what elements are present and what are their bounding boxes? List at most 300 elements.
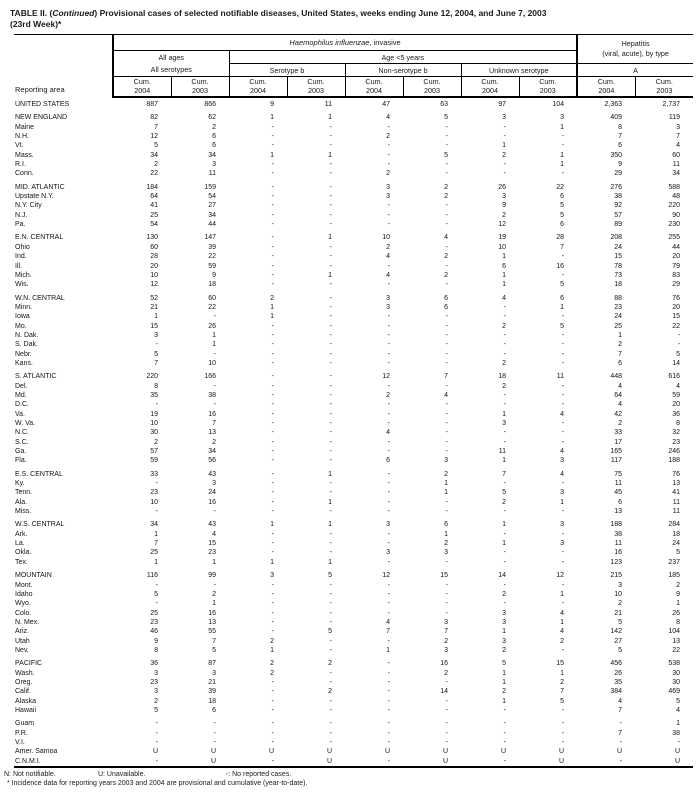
table-row — [14, 757, 693, 767]
cell: - — [503, 391, 506, 399]
cell: 1 — [328, 114, 332, 122]
cell: - — [561, 271, 565, 279]
cell: - — [329, 243, 332, 251]
cell: - — [445, 739, 448, 746]
table-row — [14, 262, 693, 271]
cell: 24 — [208, 489, 216, 497]
table-row — [14, 581, 693, 590]
cell: 1 — [560, 590, 565, 598]
cell: 28 — [556, 234, 565, 242]
cell: 7 — [444, 373, 448, 381]
cell: - — [387, 221, 390, 229]
cell: U — [617, 748, 623, 756]
cell: U — [326, 757, 332, 765]
cell: 43 — [208, 521, 216, 529]
table-row — [14, 719, 693, 728]
cell: 22 — [556, 183, 565, 191]
table-row — [14, 123, 693, 132]
cum-header-row — [14, 77, 693, 98]
cell: 13 — [614, 508, 623, 516]
column-header-cum-2003: Cum. 2003 — [287, 77, 345, 98]
cell: - — [213, 581, 216, 589]
cell: - — [271, 609, 274, 617]
row-label: Utah — [15, 637, 30, 645]
cell: 25 — [614, 322, 623, 330]
cell: U — [442, 757, 448, 765]
cell: 18 — [208, 281, 216, 289]
cell: - — [329, 609, 332, 617]
table-row — [14, 447, 693, 456]
cell: 4 — [386, 114, 390, 122]
cell: - — [561, 341, 565, 349]
cell: 1 — [154, 530, 158, 538]
cell: 215 — [610, 572, 623, 580]
cell: 15 — [150, 322, 158, 330]
cell: - — [329, 313, 332, 321]
cell: U — [152, 748, 158, 756]
cell: - — [329, 373, 332, 381]
row-label: Mo. — [15, 322, 27, 330]
cell: 4 — [560, 470, 565, 478]
cell: 8 — [618, 123, 623, 131]
cell: 6 — [560, 294, 565, 302]
cell: 59 — [672, 391, 681, 399]
cell: 3 — [444, 457, 448, 465]
cell: 2 — [502, 359, 506, 367]
cell: - — [271, 540, 274, 548]
age-under5-header: Age <5 years — [229, 51, 577, 64]
cell: - — [271, 410, 274, 418]
cell: - — [329, 489, 332, 497]
cell: - — [329, 637, 332, 645]
cell: 42 — [614, 410, 623, 418]
cell: 184 — [146, 183, 158, 191]
cell: 4 — [502, 294, 506, 302]
cell: 3 — [386, 183, 390, 191]
cell: 13 — [672, 480, 681, 488]
cell: 1 — [502, 281, 506, 289]
column-header-cum-2004: Cum. 2004 — [461, 77, 519, 98]
cell: 2 — [270, 637, 274, 645]
cell: - — [271, 202, 274, 210]
row-label: Upstate N.Y. — [15, 193, 54, 201]
cell: 12 — [382, 572, 390, 580]
cell: - — [213, 401, 216, 409]
cell: - — [561, 382, 565, 390]
cell: 16 — [556, 262, 565, 270]
cell: - — [561, 350, 565, 358]
cell: - — [445, 720, 448, 728]
column-header-cum-2003: Cum. 2003 — [171, 77, 229, 98]
cell: - — [271, 123, 274, 131]
cell: - — [155, 480, 158, 488]
cell: 43 — [208, 470, 216, 478]
cell: 48 — [672, 193, 681, 201]
cell: - — [329, 183, 332, 191]
notifiable-diseases-table — [14, 34, 693, 768]
cell: 11 — [208, 170, 216, 178]
row-label: C.N.M.I. — [15, 757, 41, 765]
table-row — [14, 192, 693, 201]
cell: 4 — [444, 234, 448, 242]
cell: - — [155, 729, 158, 737]
cell: 20 — [672, 401, 681, 409]
cell: - — [503, 331, 506, 339]
table-row — [14, 627, 693, 636]
cell: - — [387, 540, 390, 548]
cell: 2 — [444, 637, 448, 645]
cell: 2 — [386, 243, 390, 251]
table-row — [14, 456, 693, 465]
cell: - — [503, 530, 506, 538]
cell: - — [387, 678, 390, 686]
cell: 30 — [672, 678, 681, 686]
cell: - — [271, 448, 274, 456]
cell: 220 — [668, 202, 681, 210]
cell: 3 — [502, 420, 506, 427]
cell: 30 — [150, 429, 158, 437]
cell: - — [329, 581, 332, 589]
row-label: Ind. — [15, 253, 27, 261]
cell: 38 — [208, 391, 216, 399]
row-label: Mass. — [15, 151, 34, 159]
cell: 3 — [560, 489, 565, 497]
cell: 7 — [444, 628, 448, 636]
cell: 11 — [672, 508, 681, 516]
cell: 38 — [614, 530, 623, 538]
cell: 22 — [150, 170, 158, 178]
cell: 3 — [154, 688, 158, 696]
cell: 5 — [444, 151, 448, 159]
table-row — [14, 609, 693, 618]
cell: 4 — [212, 530, 216, 538]
cell: 1 — [676, 720, 681, 728]
cell: 3 — [386, 549, 390, 557]
cell: 5 — [502, 660, 506, 668]
cell: 3 — [212, 161, 216, 169]
cell: U — [442, 748, 448, 756]
cell: 10 — [150, 271, 158, 279]
cell: 1 — [328, 151, 332, 159]
cell: 34 — [150, 151, 158, 159]
cell: 5 — [154, 142, 158, 150]
cell: 2 — [560, 637, 565, 645]
cell: 2 — [270, 294, 274, 302]
cell: 78 — [614, 262, 623, 270]
cell: - — [503, 581, 506, 589]
cell: 5 — [560, 697, 565, 705]
cell: - — [561, 331, 565, 339]
row-label: N.Y. City — [15, 202, 42, 210]
cell: 1 — [618, 331, 623, 339]
cell: 3 — [502, 193, 506, 201]
cell: 3 — [502, 609, 506, 617]
cell: - — [445, 600, 448, 608]
cell: - — [329, 281, 332, 289]
cell: - — [561, 253, 565, 261]
cell: 5 — [676, 350, 681, 358]
cell: - — [387, 697, 390, 705]
cell: 44 — [672, 243, 681, 251]
cell: 39 — [208, 688, 216, 696]
cell: 12 — [150, 133, 158, 141]
cell: - — [677, 739, 681, 746]
table-row — [14, 169, 693, 178]
cell: - — [503, 170, 506, 178]
cell: - — [561, 438, 565, 446]
cell: 3 — [560, 521, 565, 529]
cell: 5 — [618, 618, 623, 626]
row-label: La. — [15, 540, 25, 548]
cell: 1 — [270, 151, 274, 159]
cell: - — [387, 331, 390, 339]
cell: - — [561, 429, 565, 437]
table-row — [14, 438, 693, 447]
cell: 23 — [150, 678, 158, 686]
cell: 15 — [208, 540, 216, 548]
cell: - — [329, 697, 332, 705]
row-label: Alaska — [15, 697, 37, 705]
column-header-cum-2003: Cum. 2003 — [635, 77, 693, 98]
cell: - — [213, 382, 216, 390]
cell: 22 — [672, 646, 681, 654]
row-label: D.C. — [15, 401, 29, 409]
cell: 9 — [676, 590, 681, 598]
cell: - — [329, 350, 332, 358]
cell: - — [271, 457, 274, 465]
cell: - — [503, 757, 506, 765]
cell: 3 — [444, 646, 448, 654]
cell: - — [213, 720, 216, 728]
cell: 20 — [672, 303, 681, 311]
cell: 3 — [212, 669, 216, 677]
table-row — [14, 729, 693, 738]
column-header-cum-2004: Cum. 2004 — [113, 77, 171, 98]
cell: 15 — [440, 572, 448, 580]
table-row — [14, 488, 693, 497]
row-label: E.N. CENTRAL — [15, 234, 64, 242]
cell: 2 — [212, 590, 216, 598]
cell: 5 — [618, 646, 623, 654]
cell: - — [329, 448, 332, 456]
cell: - — [213, 350, 216, 358]
cell: - — [271, 350, 274, 358]
cell: 46 — [150, 628, 158, 636]
table-body — [14, 97, 693, 767]
cell: 26 — [498, 183, 506, 191]
footnote-legend — [4, 770, 692, 779]
cell: 15 — [614, 253, 623, 261]
row-label: Kans. — [15, 359, 33, 367]
cell: 47 — [382, 101, 390, 108]
table-row — [14, 280, 693, 289]
cell: 60 — [672, 151, 681, 159]
cell: U — [559, 757, 565, 765]
cell: 1 — [328, 558, 332, 566]
row-label: Calif. — [15, 688, 31, 696]
cell: - — [329, 253, 332, 261]
document-page — [0, 8, 696, 789]
cell: 29 — [672, 281, 681, 289]
cell: 76 — [672, 470, 681, 478]
cell: - — [155, 581, 158, 589]
cell: 14 — [672, 359, 681, 367]
cell: - — [445, 313, 448, 321]
cell: - — [329, 303, 332, 311]
cell: 87 — [208, 660, 216, 668]
cell: 5 — [328, 628, 332, 636]
cell: 64 — [614, 391, 623, 399]
cell: 3 — [502, 618, 506, 626]
cell: - — [387, 720, 390, 728]
cell: 1 — [560, 151, 565, 159]
cell: - — [271, 508, 274, 516]
cell: 19 — [498, 234, 506, 242]
cell: 2 — [618, 600, 623, 608]
cell: - — [271, 530, 274, 538]
cell: - — [329, 618, 332, 626]
cell: 3 — [676, 123, 681, 131]
cell: 2 — [444, 183, 448, 191]
cell: - — [387, 382, 390, 390]
cell: 4 — [676, 382, 681, 390]
cell: 1 — [154, 558, 158, 566]
cell: 5 — [560, 281, 565, 289]
cell: 456 — [610, 660, 623, 668]
cell: 384 — [610, 688, 623, 696]
cell: 1 — [502, 628, 506, 636]
table-row — [14, 400, 693, 409]
cell: - — [329, 211, 332, 219]
cell: 3 — [386, 521, 390, 529]
cell: 34 — [150, 521, 158, 529]
cell: - — [561, 401, 565, 409]
cell: 5 — [560, 211, 565, 219]
table-row — [14, 479, 693, 488]
cell: 2 — [386, 133, 390, 141]
cell: - — [329, 669, 332, 677]
cell: 5 — [444, 114, 448, 122]
cell: - — [155, 341, 158, 349]
row-label: PACIFIC — [15, 660, 43, 668]
table-row — [14, 243, 693, 252]
cell: 5 — [328, 572, 332, 580]
cell: 10 — [150, 498, 158, 506]
cell: - — [503, 508, 506, 516]
cell: 21 — [150, 303, 158, 311]
table-row — [14, 599, 693, 608]
cell: - — [329, 678, 332, 686]
cell: - — [503, 600, 506, 608]
cell: - — [387, 688, 390, 696]
cell: - — [271, 600, 274, 608]
cell: - — [387, 420, 390, 427]
cell: 5 — [502, 489, 506, 497]
cell: U — [326, 748, 332, 756]
cell: 5 — [154, 706, 158, 714]
table-row — [14, 470, 693, 479]
cell: 130 — [146, 234, 158, 242]
cell: 20 — [672, 253, 681, 261]
table-row — [14, 294, 693, 303]
cell: 7 — [386, 628, 390, 636]
cell: - — [329, 480, 332, 488]
cell: - — [503, 313, 506, 321]
cell: - — [503, 549, 506, 557]
cell: - — [387, 480, 390, 488]
table-row — [14, 372, 693, 381]
row-label: W.S. CENTRAL — [15, 521, 65, 529]
cell: 39 — [208, 243, 216, 251]
cell: 64 — [150, 193, 158, 201]
row-label: Conn. — [15, 170, 34, 178]
row-label: R.I. — [15, 161, 26, 169]
cell: 7 — [560, 688, 565, 696]
cell: - — [271, 262, 274, 270]
cell: - — [271, 271, 274, 279]
cell: - — [387, 202, 390, 210]
cell: 1 — [502, 669, 506, 677]
cell: 284 — [668, 521, 681, 529]
cell: 7 — [618, 706, 623, 714]
row-label: N.H. — [15, 133, 29, 141]
cell: 13 — [672, 637, 681, 645]
cell: - — [387, 438, 390, 446]
table-row — [14, 211, 693, 220]
table-row — [14, 359, 693, 368]
cell: - — [387, 281, 390, 289]
row-label: Nebr. — [15, 350, 32, 358]
cell: 45 — [614, 489, 623, 497]
table-row — [14, 410, 693, 419]
cell: 8 — [154, 382, 158, 390]
cell: - — [619, 757, 623, 765]
cell: - — [445, 341, 448, 349]
cell: 2 — [212, 123, 216, 131]
column-header-cum-2003: Cum. 2003 — [519, 77, 577, 98]
cell: 17 — [614, 438, 623, 446]
cell: - — [387, 410, 390, 418]
cell: 7 — [212, 637, 216, 645]
row-label: Idaho — [15, 590, 33, 598]
cell: 4 — [676, 706, 681, 714]
cell: - — [271, 720, 274, 728]
cell: - — [445, 123, 448, 131]
cell: 12 — [382, 373, 390, 381]
cell: 588 — [668, 183, 681, 191]
hepatitis-group-header: Hepatitis (viral, acute), by type — [577, 35, 693, 64]
cell: 10 — [614, 590, 623, 598]
cell: - — [387, 739, 390, 746]
cell: 30 — [672, 669, 681, 677]
cell: - — [271, 193, 274, 201]
row-label: Wis. — [15, 281, 29, 289]
cell: - — [329, 294, 332, 302]
cell: - — [445, 202, 448, 210]
cell: U — [675, 748, 681, 756]
cell: - — [445, 221, 448, 229]
cell: - — [503, 401, 506, 409]
table-row — [14, 183, 693, 192]
cell: - — [329, 508, 332, 516]
cell: 1 — [502, 271, 506, 279]
cell: 4 — [386, 429, 390, 437]
cell: 1 — [328, 234, 332, 242]
cell: 3 — [386, 303, 390, 311]
cell: - — [561, 729, 565, 737]
cell: 3 — [444, 549, 448, 557]
row-label: Miss. — [15, 508, 32, 516]
